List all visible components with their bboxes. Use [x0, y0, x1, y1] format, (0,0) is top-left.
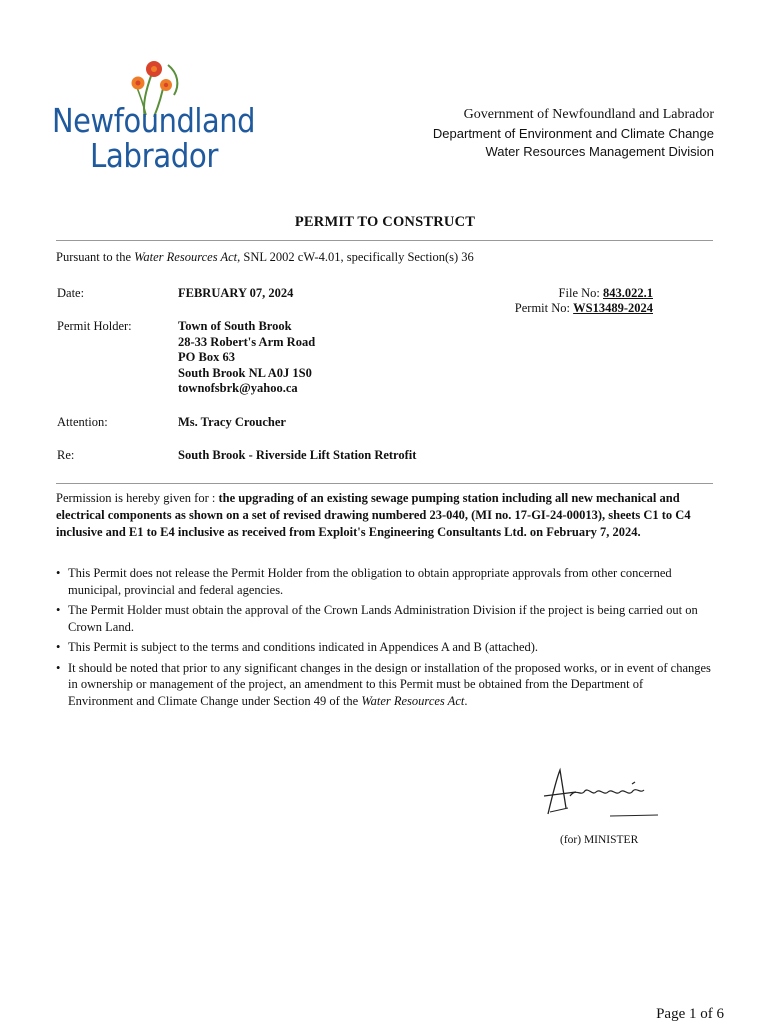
- page-number: Page 1 of 6: [656, 1006, 724, 1022]
- newfoundland-labrador-logo: [50, 55, 265, 180]
- condition-text: This Permit is subject to the terms and conditions indicated in Appendices A and B (attached).: [68, 640, 539, 654]
- pursuant-prefix: Pursuant to the: [56, 250, 135, 264]
- pursuant-statement: [56, 250, 474, 265]
- file-number-label: File No:: [558, 286, 603, 300]
- re-value: South Brook - Riverside Lift Station Retrofit: [178, 448, 417, 462]
- pitcher-plant-logo-icon: [50, 55, 265, 180]
- department-name: Department of Environment and Climate Change: [432, 126, 714, 141]
- file-number: [559, 286, 653, 301]
- bullet-glyph: •: [56, 566, 61, 580]
- logo-wordmark-line2: Labrador: [90, 136, 219, 175]
- signature-caption: (for) MINISTER: [560, 834, 639, 846]
- pursuant-suffix: , SNL 2002 cW-4.01, specifically Section(s) 36: [237, 250, 474, 264]
- holder-line: PO Box 63: [178, 350, 235, 365]
- permit-number-label: Permit No:: [514, 301, 574, 315]
- permission-prefix: Permission is hereby given for :: [56, 491, 219, 505]
- division-name: Water Resources Management Division: [485, 144, 714, 159]
- condition-text: The Permit Holder must obtain the approval of the Crown Lands Administration Division if the project is being carried out on Crown Land.: [68, 603, 698, 634]
- date-label: Date:: [57, 286, 85, 300]
- pursuant-act: Water Resources Act: [134, 250, 238, 264]
- permit-holder-label: Permit Holder:: [57, 319, 132, 333]
- date-value: FEBRUARY 07, 2024: [178, 286, 294, 300]
- bullet-glyph: •: [56, 603, 61, 617]
- condition-item: [56, 565, 711, 598]
- condition-item: [56, 660, 711, 710]
- holder-line: South Brook NL A0J 1S0: [178, 365, 312, 380]
- holder-email: townofsbrk@yahoo.ca: [178, 381, 298, 396]
- title-divider: [56, 240, 713, 241]
- section-divider: [56, 483, 713, 484]
- bullet-glyph: •: [56, 660, 61, 675]
- condition-text: It should be noted that prior to any significant changes in the design or installation of the proposed works, or in event of changes in ownership or management of the project, an amendment to this Permit must be obtained from the Department of Environment and Climate Change under Section 49 of the: [68, 660, 711, 708]
- permit-number: [515, 301, 653, 316]
- holder-line: 28-33 Robert's Arm Road: [178, 334, 316, 349]
- condition-item: [56, 602, 711, 635]
- file-number-value: 843.022.1: [603, 286, 653, 300]
- permission-statement: [56, 490, 708, 541]
- conditions-list: [56, 565, 711, 713]
- logo-wordmark-line1: Newfoundland: [52, 101, 255, 140]
- condition-text: This Permit does not release the Permit Holder from the obligation to obtain appropriate approvals from other concerned municipal, provincial and federal agencies.: [68, 566, 672, 597]
- bullet-glyph: •: [56, 640, 61, 654]
- holder-line: Town of South Brook: [178, 319, 292, 333]
- permission-body: the upgrading of an existing sewage pumping station including all new mechanical and electrical components as shown on a set of revised drawing numbered 23-040, (MI no. 17-GI-24-00013), sheets C1 to C4 inclusive and E1 to E4 inclusive as received from Exploit's Engineering Consultants Ltd. on February 7, 2024.: [56, 491, 691, 539]
- attention-label: Attention:: [57, 415, 108, 429]
- condition-item: [56, 639, 711, 656]
- condition-end: .: [464, 693, 468, 708]
- permit-number-value: WS13489-2024: [573, 301, 653, 315]
- document-title: PERMIT TO CONSTRUCT: [294, 214, 476, 230]
- government-name: Government of Newfoundland and Labrador: [463, 107, 714, 122]
- permit-holder-address: [178, 319, 315, 397]
- re-label: Re:: [57, 448, 75, 462]
- condition-act: Water Resources Act: [361, 693, 465, 708]
- minister-signature-icon: [540, 762, 660, 822]
- attention-value: Ms. Tracy Croucher: [178, 415, 286, 429]
